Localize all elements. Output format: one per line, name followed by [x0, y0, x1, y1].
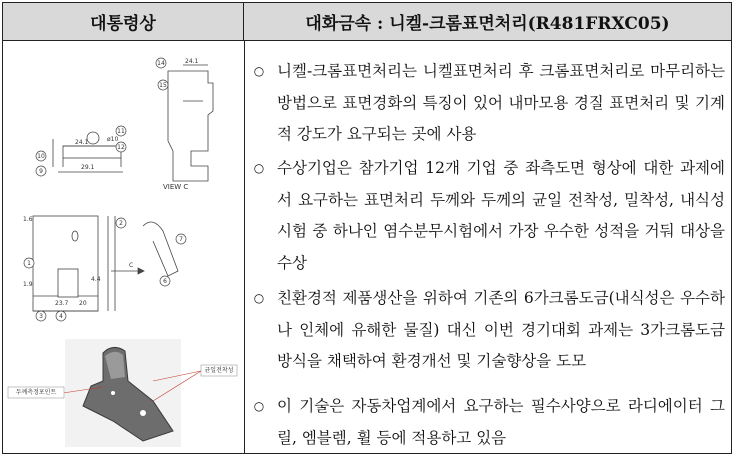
part-view-plan: [33, 216, 98, 311]
callout-number: 3: [39, 313, 43, 320]
bullet-item: [251, 391, 725, 454]
view-label: VIEW C: [163, 183, 189, 191]
callout-number: 2: [119, 220, 123, 227]
award-title-cell: [3, 3, 244, 41]
bullet-item: [251, 56, 725, 151]
technical-drawing: [3, 41, 244, 453]
bullet-text: 친환경적 제품생산을 위하여 기존의 6가크롬도금(내식성은 우수하나 인체에 유해한 물질) 대신 이번 경기대회 과제는 3가크롬도금 방식을 채택하여 환경개선 및 기술향상을 도모: [277, 289, 725, 370]
ref-label: ø10: [107, 136, 119, 143]
bullet-marker: ○: [253, 399, 265, 413]
bullet-text: 이 기술은 자동차업계에서 요구하는 필수사양으로 라디에이터 그릴, 엠블렘, 휠 등에 적용하고 있음: [277, 397, 725, 447]
company-title: 대화금속 : 니켈-크롬표면처리(R481FRXC05): [305, 14, 670, 34]
callout-number: 1: [27, 260, 31, 267]
bullet-item: [251, 283, 725, 378]
award-title: 대통령상: [90, 14, 156, 34]
callout-number: 11: [117, 128, 125, 135]
dim-label: 20: [79, 300, 87, 307]
dim-label: 24.1: [185, 58, 199, 65]
photo-label-right: 균일전착성: [204, 367, 234, 374]
dim-label: 1.6: [23, 216, 33, 223]
bullet-marker: ○: [253, 64, 265, 78]
dim-label: C: [129, 262, 134, 269]
award-table: [2, 2, 732, 454]
dim-label: 24.1: [75, 139, 89, 146]
callout-number: 14: [157, 60, 165, 67]
callout-number: 7: [179, 236, 183, 243]
dim-label: 4.4: [91, 276, 101, 283]
dim-label: 29.1: [81, 164, 95, 171]
dim-label: 1.9: [23, 281, 33, 288]
dim-label: 23.7: [55, 300, 69, 307]
photo-label-left: 두께측정포인트: [15, 389, 57, 396]
figure-panel: [3, 41, 244, 453]
callout-number: 15: [159, 82, 167, 89]
callout-number: 9: [39, 168, 43, 175]
company-title-cell: [244, 3, 731, 41]
callout-number: 12: [117, 144, 125, 151]
callout-number: 6: [163, 278, 167, 285]
bullet-text: 니켈-크롬표면처리는 니켈표면처리 후 크롬표면처리로 마무리하는 방법으로 표면경화의 특징이 있어 내마모용 경질 표면처리 및 기계적 강도가 요구되는 곳에 사용: [277, 62, 725, 143]
description-panel: [245, 41, 731, 453]
part-view-side: [108, 216, 178, 311]
bullet-marker: ○: [253, 161, 265, 175]
part-view-c: [168, 65, 213, 181]
bullet-text: 수상기업은 참가기업 12개 기업 중 좌측도면 형상에 대한 과제에서 요구하는 표면처리 두께와 두께의 균일 전착성, 밀착성, 내식성시험 중 하나인 염수분무시험에서 가장 우수한 성적을 거둬 대상을 수상: [277, 159, 725, 272]
part-photo: [8, 339, 237, 447]
callout-number: 10: [37, 153, 45, 160]
callout-number: 4: [59, 313, 63, 320]
callout-markers: [24, 58, 189, 321]
bullet-marker: ○: [253, 291, 265, 305]
bullet-item: [251, 153, 725, 279]
